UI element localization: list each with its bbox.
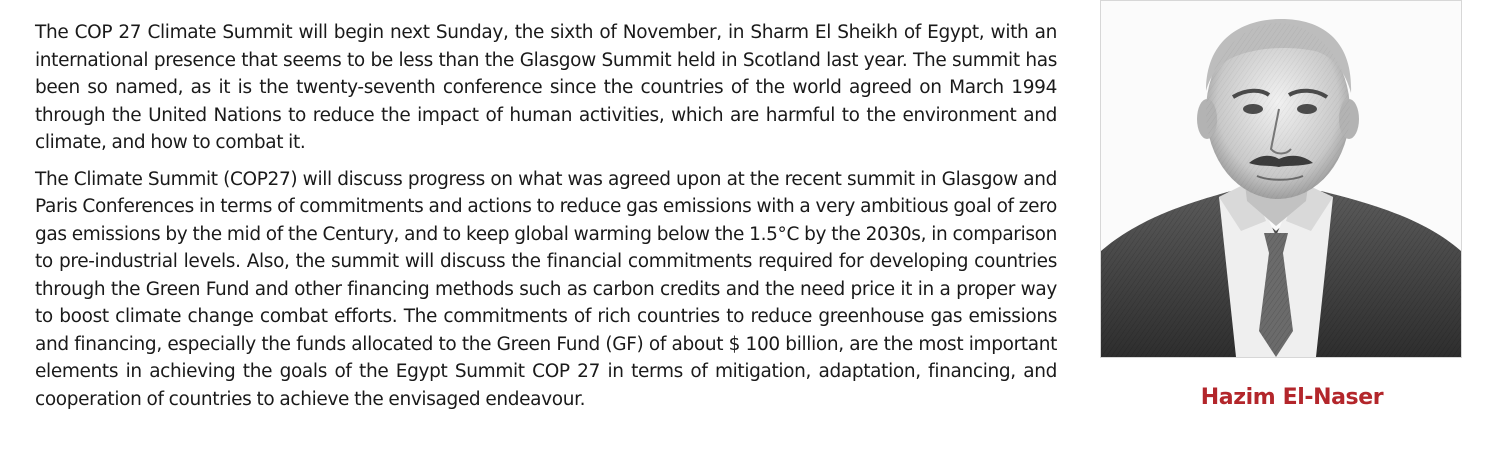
author-name: Hazim El-Naser [1200, 385, 1384, 410]
author-portrait-sketch [1101, 1, 1461, 357]
article-paragraph-1: The COP 27 Climate Summit will begin next Sunday, the sixth of November, in Sharm El Sheikh of Egypt, with an international presence that seems to be less than the Glasgow Summit held in Scotland last year. The summit has been so named, as it is the twenty-seventh conference since the countries of the world agreed on March 1994 through the United Nations to reduce the impact of human activities, which are harmful to the environment and climate, and how to combat it. [35, 22, 1057, 153]
article-paragraph-2: The Climate Summit (COP27) will discuss progress on what was agreed upon at the recent summit in Glasgow and Paris Conferences in terms of commitments and actions to reduce gas emissions with a very ambitious goal of zero gas emissions by the mid of the Century, and to keep global warming below the 1.5°C by the 2030s, in comparison to pre-industrial levels. Also, the summit will discuss the financial commitments required for developing countries through the Green Fund and other financing methods such as carbon credits and the need price it in a proper way to boost climate change combat efforts. The commitments of rich countries to reduce greenhouse gas emissions and financing, especially the funds allocated to the Green Fund (GF) of about $ 100 billion, are the most important elements in achieving the goals of the Egypt Summit COP 27 in terms of mitigation, adaptation, financing, and cooperation of countries to achieve the envisaged endeavour. [35, 168, 1057, 410]
article-body [35, 19, 1057, 422]
author-photo [1100, 0, 1462, 358]
